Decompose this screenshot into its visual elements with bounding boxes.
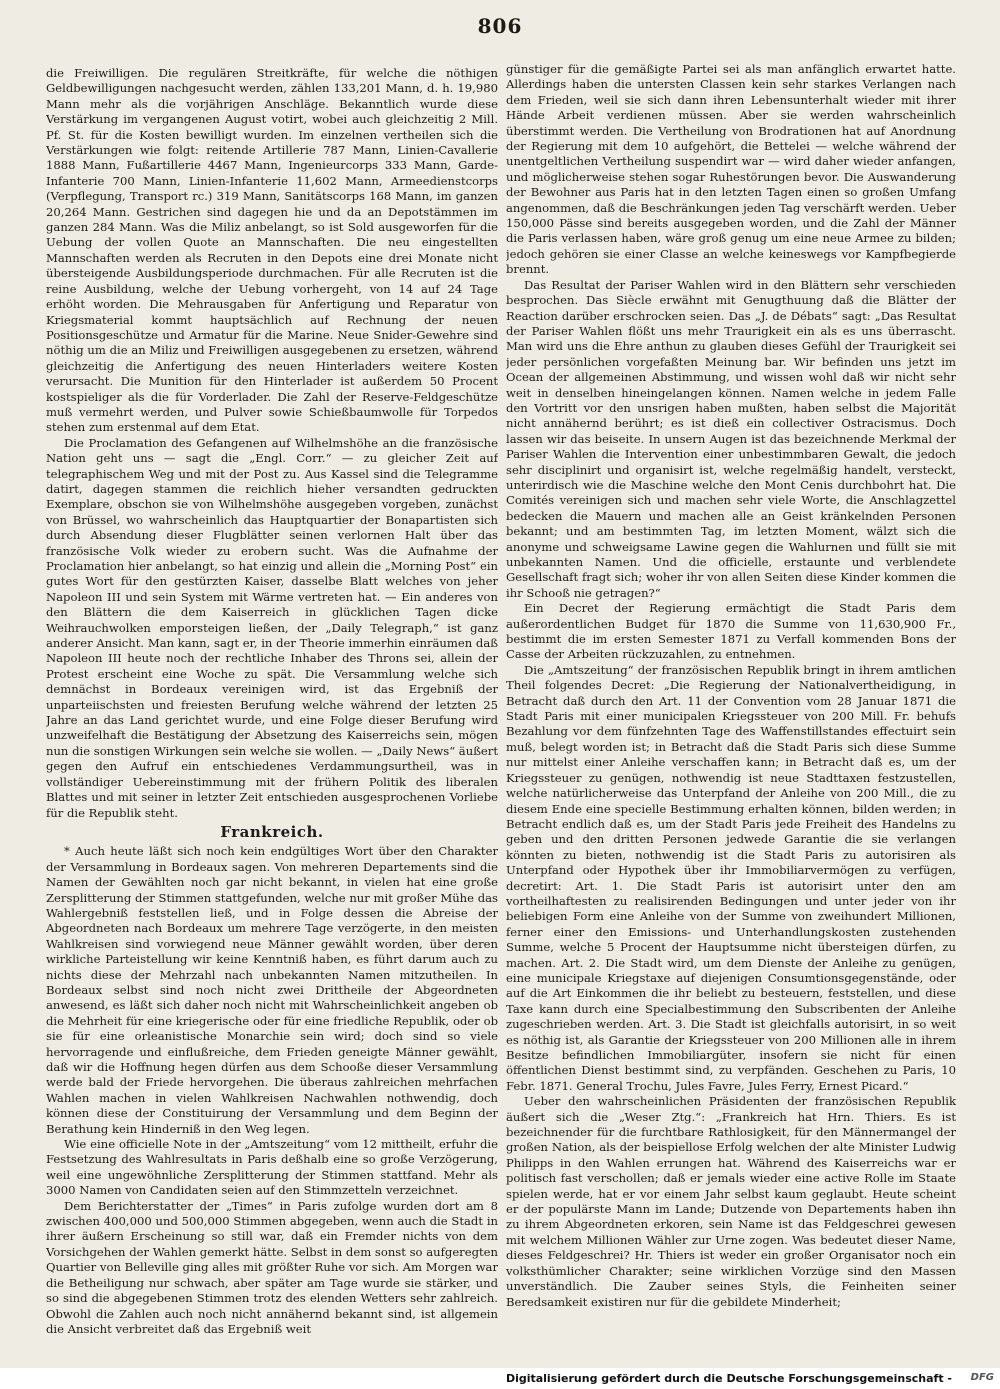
paragraph-right-3: Ein Decret der Regierung ermächtigt die Stadt Paris dem außerordentlichen Budget für 1870 die Summe von 11,630,900 Fr., bestimmt die im ersten Semester 1871 zu Verfall kommenden Bons der Casse der Arbeiten rückzuzahlen, zu entnehmen. (506, 601, 956, 662)
paragraph-left-5: Dem Berichterstatter der „Times“ in Paris zufolge wurden dort am 8 zwischen 400,000 und 500,000 Stimmen abgegeben, wenn auch die Stadt in ihrer äußern Erscheinung so still war, daß ein Fremder nichts von dem Vorsichgehen der Wahlen gemerkt hätte. Selbst in dem sonst so aufgeregten Quartier von Belleville ging alles mit größter Ruhe vor sich. Am Morgen war die Betheiligung nur schwach, aber später am Tage wurde sie stärker, und so sind die abgegebenen Stimmen trotz des elenden Wetters sehr zahlreich. Obwohl die Zahlen auch noch nicht annähernd bekannt sind, ist allgemein die Ansicht verbreitet daß das Ergebniß weit (46, 1198, 498, 1336)
paragraph-left-3: * Auch heute läßt sich noch kein endgültiges Wort über den Charakter der Versammlung in Bordeaux sagen. Von mehreren Departements sind die Namen der Gewählten noch gar nicht bekannt, in vielen hat eine große Zersplitterung der Stimmen stattgefunden, welche nur mit großer Mühe das Wahlergebniß feststellen ließ, und in Folge dessen die Abreise der Abgeordneten nach Bordeaux um mehrere Tage verzögerte, in den meisten Wahlkreisen sind vorwiegend neue Männer gewählt worden, über deren wirkliche Parteistellung wir keine Kenntniß haben, es führt darum auch zu nichts diese der Mehrzahl nach unbekannten Namen mitzutheilen. In Bordeaux selbst sind noch nicht zwei Drittheile der Abgeordneten anwesend, es läßt sich daher noch nicht mit Wahrscheinlichkeit angeben ob die Mehrheit für eine kriegerische oder für eine friedliche Republik, oder ob sie für eine orleanistische Monarchie sein wird; doch sind so viele hervorragende und einflußreiche, dem Frieden geneigte Männer gewählt, daß wir die Hoffnung hegen dürfen aus dem Schooße dieser Versammlung werde bald der Friede hervorgehen. Die überaus zahlreichen mehrfachen Wahlen machen in vielen Wahlkreisen Nachwahlen nothwendig, doch können diese der Constituirung der Versammlung und dem Beginn der Berathung kein Hinderniß in den Weg legen. (46, 844, 498, 1136)
paragraph-right-4: Die „Amtszeitung“ der französischen Republik bringt in ihrem amtlichen Theil folgendes Decret: „Die Regierung der Nationalvertheidigung, in Betracht daß durch den Art. 11 der Convention vom 28 Januar 1871 die Stadt Paris mit einer municipalen Kriegssteuer von 200 Mill. Fr. behufs Bezahlung vor dem fünfzehnten Tage des Waffenstillstandes effectuirt sein muß, belegt worden ist; in Betracht daß die Stadt Paris sich diese Summe nur mittelst einer Anleihe verschaffen kann; in Betracht daß es, um der Kriegssteuer zu genügen, nothwendig ist neue Stadttaxen festzustellen, welche natürlicherweise das Unterpfand der Anleihe von 200 Mill., die zu diesem Ende eine specielle Bestimmung erhalten können, bilden werden; in Betracht endlich daß es, um der Stadt Paris jede Freiheit des Handelns zu geben und den dritten Personen jedwede Garantie die sie verlangen könnten zu bieten, nothwendig ist die Stadt Paris zu autorisiren als Unterpfand oder Hypothek über ihr Immobiliarvermögen zu verfügen, decretirt: Art. 1. Die Stadt Paris ist autorisirt unter den am vortheilhaftesten zu realisirenden Bedingungen und unter jeder von ihr beliebigen Form eine Anleihe von der Summe von zweihundert Millionen, ferner einer den Emissions- und Unterhandlungskosten zustehenden Summe, welche 5 Procent der Hauptsumme nicht übersteigen dürfen, zu machen. Art. 2. Die Stadt wird, um dem Dienste der Anleihe zu genügen, eine municipale Kriegstaxe auf diejenigen Consumtionsgegenstände, oder auf die Art Einkommen die ihr beliebt zu besteuern, feststellen, und diese Taxe kann durch eine Specialbestimmung den Subscribenten der Anleihe zugeschrieben werden. Art. 3. Die Stadt ist gleichfalls autorisirt, in so weit es nöthig ist, als Garantie der Kriegssteuer von 200 Millionen alle in ihrem Besitze befindlichen Immobiliargüter, insofern sie nicht für einen öffentlichen Dienst bestimmt sind, zu verpfänden. Geschehen zu Paris, 10 Febr. 1871. General Trochu, Jules Favre, Jules Ferry, Ernest Picard.“ (506, 662, 956, 1093)
left-column (46, 66, 498, 1356)
paragraph-left-4: Wie eine officielle Note in der „Amtszeitung“ vom 12 mittheilt, erfuhr die Festsetzung des Wahlresultats in Paris deßhalb eine so große Verzögerung, weil eine ungewöhnliche Zersplitterung der Stimmen stattfand. Mehr als 3000 Namen von Candidaten seien auf den Stimmzetteln verzeichnet. (46, 1137, 498, 1198)
page-number: 806 (477, 14, 523, 38)
paragraph-right-5: Ueber den wahrscheinlichen Präsidenten der französischen Republik äußert sich die „Weser Ztg.“: „Frankreich hat Hrn. Thiers. Es ist bezeichnender für die furchtbare Rathlosigkeit, für den Männermangel der großen Nation, als der beispiellose Erfolg welchen der alte Minister Ludwig Philipps in den Wahlen errungen hat. Während des Kaiserreichs war er politisch fast verschollen; daß er jemals wieder eine active Rolle im Staate spielen werde, hat er vor einem Jahr selbst kaum geglaubt. Heute scheint er der populärste Mann im Lande; Dutzende von Departements haben ihn zu ihrem Abgeordneten erkoren, sein Name ist das Feldgeschrei gewesen mit welchem Millionen Wähler zur Urne zogen. Was bedeutet dieser Name, dieses Feldgeschrei? Hr. Thiers ist weder ein großer Organisator noch ein volksthümlicher Charakter; seine wirklichen Vorzüge sind den Massen unverständlich. Die Zauber seines Styls, die Feinheiten seiner Beredsamkeit existiren nur für die gebildete Minderheit; (506, 1094, 956, 1309)
footer-bar (0, 1368, 1000, 1389)
paragraph-right-2: Das Resultat der Pariser Wahlen wird in den Blättern sehr verschieden besprochen. Das Siècle erwähnt mit Genugthuung daß die Blätter der Reaction darüber erschrocken seien. Das „J. de Débats“ sagt: „Das Resultat der Pariser Wahlen flößt uns mehr Traurigkeit ein als es uns überrascht. Man wird uns die Ehre anthun zu glauben dieses Gefühl der Traurigkeit sei jeder persönlichen vorgefaßten Meinung bar. Wir befinden uns jetzt im Ocean der allgemeinen Abstimmung, und wissen wohl daß wir nicht sehr weit in denselben hineingelangen können. Namen welche in jedem Falle den Vortritt vor den unsrigen haben mußten, haben selbst die Majorität nicht annähernd berührt; es ist dieß ein collectiver Ostracismus. Doch lassen wir das beiseite. In unsern Augen ist das bezeichnende Merkmal der Pariser Wahlen die Intervention einer unbestimmbaren Gewalt, die jedoch sehr disciplinirt und organisirt ist, welche regelmäßig handelt, versteckt, unterirdisch wie die Maschine welche den Mont Cenis durchbohrt hat. Die Comités vereinigen sich und machen sehr viele Worte, die Anschlagzettel bedecken die Mauern und machen alle an Geist kränkelnden Personen bekannt; und am bestimmten Tag, im letzten Moment, wälzt sich die anonyme und schweigsame Lawine gegen die Wahlurnen und füllt sie mit unbekannten Namen. Und die officielle, erstaunte und verblendete Gesellschaft fragt sich; woher ihr von allen Seiten diese Kinder kommen die ihr Schooß nie getragen?“ (506, 277, 956, 600)
paragraph-left-2: Die Proclamation des Gefangenen auf Wilhelmshöhe an die französische Nation geht uns — sagt die „Engl. Corr.“ — zu gleicher Zeit auf telegraphischem Weg und mit der Post zu. Aus Kassel sind die Telegramme datirt, dagegen stammen die reichlich hieher versandten gedruckten Exemplare, obschon sie von Wilhelmshöhe ausgegeben vorgeben, zunächst von Brüssel, wo wahrscheinlich das Hauptquartier der Bonapartisten sich durch Absendung dieser Flugblätter seinen verlornen Halt über das französische Volk wieder zu erobern sucht. Was die Aufnahme der Proclamation hier anbelangt, so hat einzig und allein die „Morning Post“ ein gutes Wort für den gestürzten Kaiser, dasselbe Blatt welches von jeher Napoleon III und sein System mit Wärme vertreten hat. — Ein anderes von den Blättern die dem Kaiserreich in glücklichen Tagen dicke Weihrauchwolken emporsteigen ließen, der „Daily Telegraph,“ ist ganz anderer Ansicht. Man kann, sagt er, in der Theorie immerhin einräumen daß Napoleon III heute noch der rechtliche Inhaber des Throns sei, allein der Protest erscheint eine Woche zu spät. Die Versammlung welche sich demnächst in Bordeaux vereinigen wird, ist das Ergebniß der unparteiischsten und freiesten Berufung welche während der letzten 25 Jahre an das Land gerichtet wurde, und eine Folge dieser Berufung wird unzweifelhaft die Bestätigung der Absetzung des Kaiserreichs sein, mögen nun die sonstigen Wirkungen sein welche sie wollen. — „Daily News“ äußert gegen den Aufruf ein entschiedenes Verdammungsurtheil, was in vollständiger Uebereinstimmung mit der frühern Politik des liberalen Blattes und mit seiner in letzter Zeit entschieden ausgesprochenen Vorliebe für die Republik steht. (46, 435, 498, 820)
paragraph-right-1: günstiger für die gemäßigte Partei sei als man anfänglich erwartet hatte. Allerdings haben die untersten Classen kein sehr starkes Verlangen nach dem Frieden, weil sie sich dann ihren Lebensunterhalt wieder mit ihrer Hände Arbeit verdienen müssen. Aber sie werden wahrscheinlich überstimmt werden. Die Vertheilung von Brodrationen hat auf Anordnung der Regierung mit dem 10 aufgehört, die Bettelei — welche während der unentgeltlichen Vertheilung suspendirt war — wird daher wieder anfangen, und möglicherweise stehen sogar Ruhestörungen bevor. Die Auswanderung der Bewohner aus Paris hat in den letzten Tagen einen so großen Umfang angenommen, daß die Beschränkungen jeden Tag verschärft werden. Ueber 150,000 Pässe sind bereits ausgegeben worden, und die Zahl der Männer die Paris verlassen haben, wäre groß genug um eine neue Armee zu bilden; jedoch gehören sie einer Classe an welche keineswegs vor Kampfbegierde brennt. (506, 62, 956, 277)
dfg-logo: DFG (970, 1372, 994, 1383)
footer-credit: Digitalisierung gefördert durch die Deutsche Forschungsgemeinschaft - (505, 1372, 952, 1385)
right-column (506, 62, 956, 1352)
paragraph-left-1: die Freiwilligen. Die regulären Streitkräfte, für welche die nöthigen Geldbewilligungen nachgesucht werden, zählen 133,201 Mann, d. h. 19,980 Mann mehr als die vorjährigen Anschläge. Bekanntlich wurde diese Verstärkung im vergangenen August votirt, wobei auch gleichzeitig 2 Mill. Pf. St. für die Kosten bewilligt wurden. Im einzelnen vertheilen sich die Verstärkungen wie folgt: reitende Artillerie 787 Mann, Linien-Cavallerie 1888 Mann, Fußartillerie 4467 Mann, Ingenieurcorps 333 Mann, Garde-Infanterie 700 Mann, Linien-Infanterie 11,602 Mann, Armeedienstcorps (Verpflegung, Transport rc.) 319 Mann, Sanitätscorps 168 Mann, im ganzen 20,264 Mann. Gestrichen sind dagegen hie und da an Depotstämmen im ganzen 284 Mann. Was die Miliz anbelangt, so ist Sold ausgeworfen für die Uebung der vollen Quote an Mannschaften. Die neu eingestellten Mannschaften werden als Recruten in den Depots eine drei Monate nicht übersteigende Ausbildungsperiode durchmachen. Für alle Recruten ist die reine Ausbildung, welche der Uebung vorhergeht, von 14 auf 24 Tage erhöht worden. Die Mehrausgaben für Anfertigung und Reparatur von Kriegsmaterial kommt hauptsächlich auf Rechnung der neuen Positionsgeschütze und Armatur für die Marine. Neue Snider-Gewehre sind nöthig um die an Miliz und Freiwilligen ausgegebenen zu ersetzen, während gleichzeitig die Anfertigung des neuen Hinterladers weitere Kosten verursacht. Die Munition für den Hinterlader ist außerdem 50 Procent kostspieliger als die für Vorderlader. Die Zahl der Reserve-Feldgeschütze muß vermehrt werden, und Pulver sowie Schießbaumwolle für Torpedos stehen zum erstenmal auf dem Etat. (46, 66, 498, 435)
section-heading-frankreich: Frankreich. (220, 822, 324, 841)
